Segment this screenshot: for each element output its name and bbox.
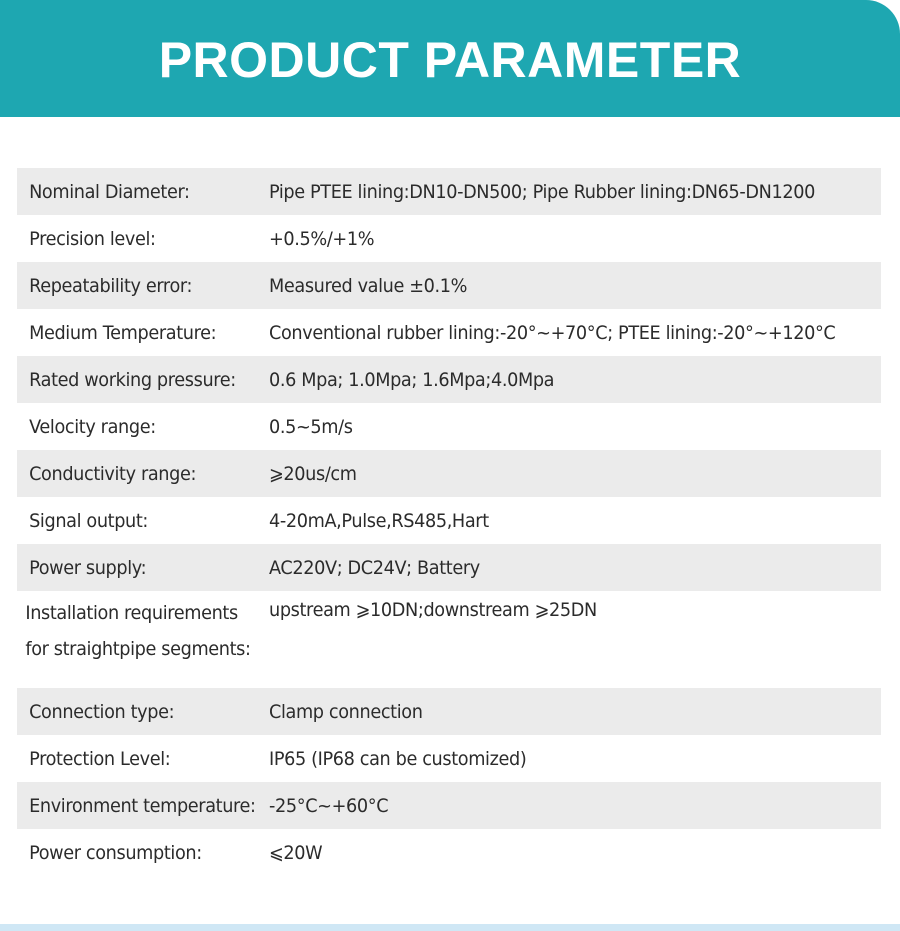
row-value: 0.6 Mpa; 1.0Mpa; 1.6Mpa;4.0Mpa — [269, 368, 555, 391]
row-label: Medium Temperature: — [29, 321, 217, 344]
row-label: Environment temperature: — [29, 794, 256, 817]
table-row-connection-type — [17, 688, 881, 735]
header-banner — [0, 0, 900, 117]
row-value: -25°C~+60°C — [269, 794, 389, 817]
row-value: 0.5~5m/s — [269, 415, 353, 438]
row-value: Measured value ±0.1% — [269, 274, 468, 297]
row-label: Power consumption: — [29, 841, 202, 864]
table-row-conductivity-range — [17, 450, 881, 497]
table-row-medium-temperature — [17, 309, 881, 356]
table-row-nominal-diameter — [17, 168, 881, 215]
table-row-repeatability-error — [17, 262, 881, 309]
row-label: Precision level: — [29, 227, 156, 250]
row-label: Connection type: — [29, 700, 175, 723]
row-value: Pipe PTEE lining:DN10-DN500; Pipe Rubber lining:DN65-DN1200 — [269, 180, 815, 203]
row-label: Nominal Diameter: — [29, 180, 190, 203]
row-value: 4-20mA,Pulse,RS485,Hart — [269, 509, 489, 532]
table-row-installation-requirements — [17, 591, 881, 688]
table-row-rated-working-pressure — [17, 356, 881, 403]
row-value: ⩽20W — [269, 841, 323, 864]
page-title: PRODUCT PARAMETER — [158, 31, 742, 88]
row-label: Signal output: — [29, 509, 149, 532]
row-value: ⩾20us/cm — [269, 462, 357, 485]
row-value: Conventional rubber lining:-20°~+70°C; PTEE lining:-20°~+120°C — [269, 321, 836, 344]
table-row-velocity-range — [17, 403, 881, 450]
table-row-environment-temperature — [17, 782, 881, 829]
row-label: Velocity range: — [29, 415, 156, 438]
row-label: Protection Level: — [29, 747, 171, 770]
table-row-signal-output — [17, 497, 881, 544]
row-value: AC220V; DC24V; Battery — [269, 556, 480, 579]
table-row-precision-level — [17, 215, 881, 262]
table-row-power-supply — [17, 544, 881, 591]
row-label: Power supply: — [29, 556, 147, 579]
table-row-protection-level — [17, 735, 881, 782]
row-value: upstream ⩾10DN;downstream ⩾25DN — [269, 599, 597, 621]
footer-divider — [0, 924, 900, 931]
row-value: +0.5%/+1% — [269, 227, 375, 250]
row-value: IP65 (IP68 can be customized) — [269, 747, 527, 770]
parameter-table — [17, 168, 881, 876]
row-label: Repeatability error: — [29, 274, 193, 297]
table-row-power-consumption — [17, 829, 881, 876]
row-label: Conductivity range: — [29, 462, 197, 485]
row-value: Clamp connection — [269, 700, 423, 723]
row-label: Rated working pressure: — [29, 368, 236, 391]
row-label: Installation requirements for straightpipe segments: — [25, 602, 251, 660]
